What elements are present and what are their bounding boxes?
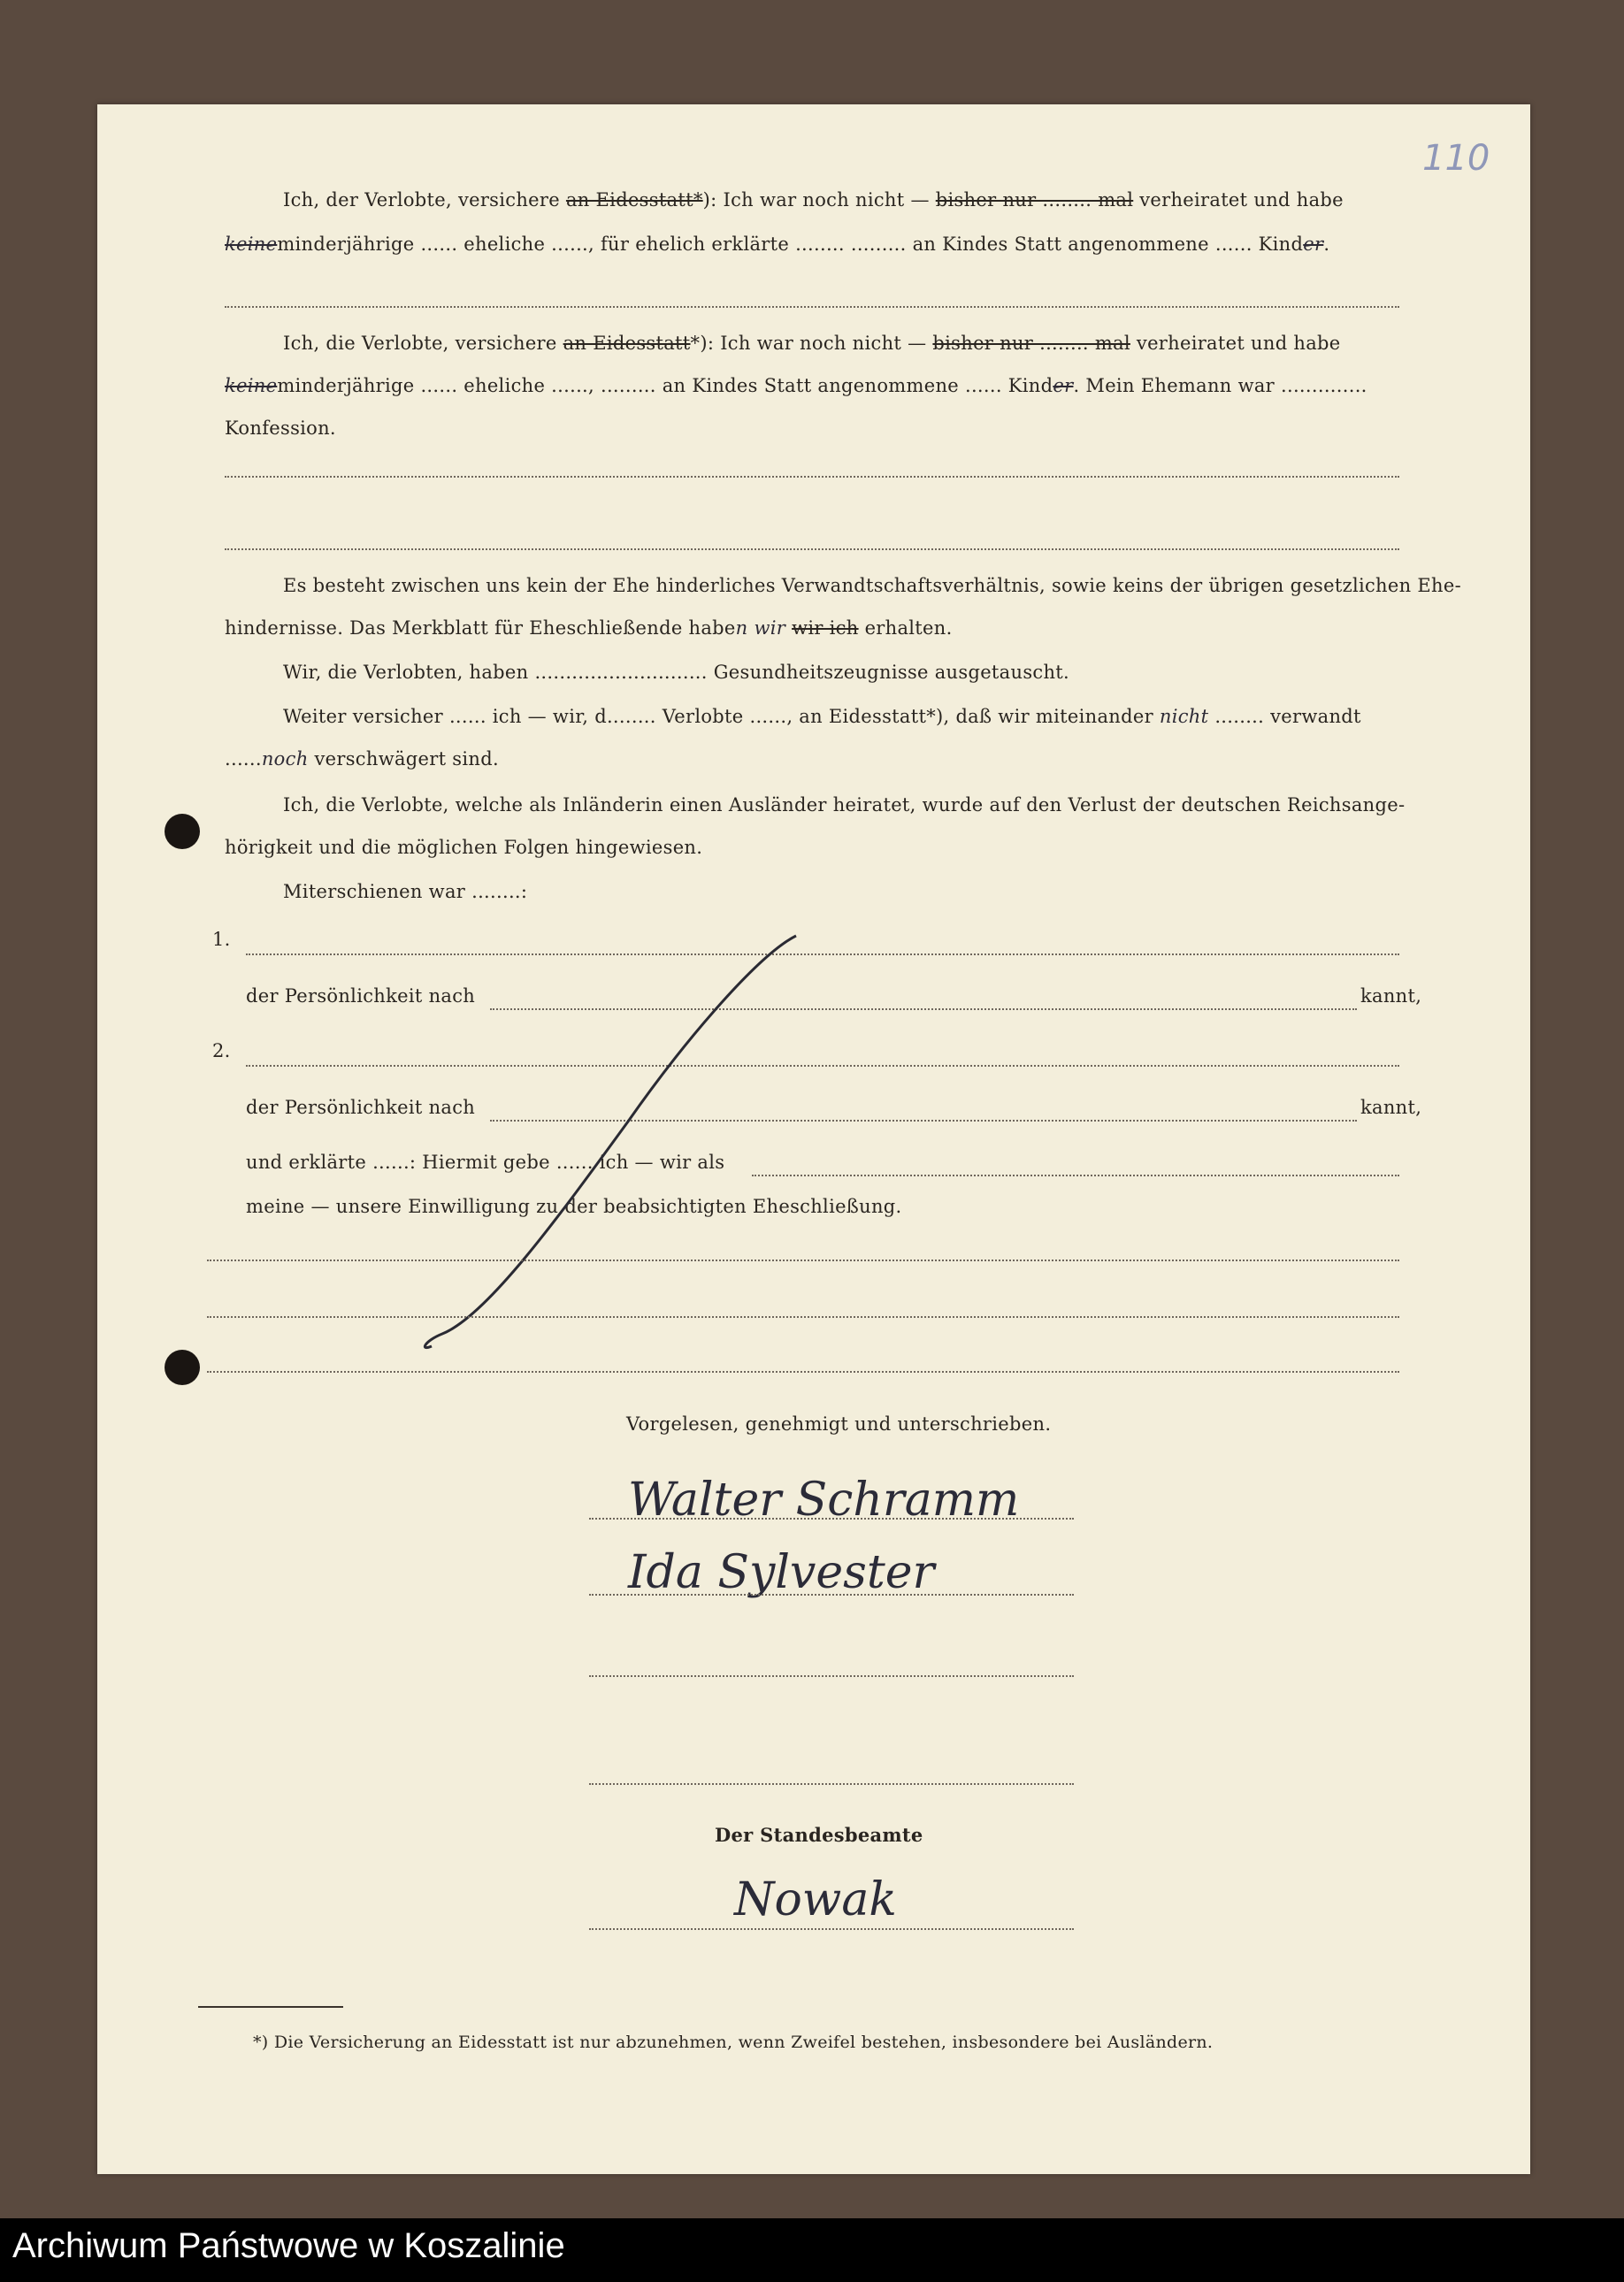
foreign-text-2: hörigkeit und die möglichen Folgen hingewiesen. [225, 837, 703, 858]
witness-1-kannt [1360, 985, 1421, 1007]
groom-hand-er: er [1303, 234, 1324, 255]
registrar-label: Der Standesbeamte [715, 1824, 923, 1846]
bride-struck-b: bisher nur ........ mal [932, 333, 1130, 354]
groom-struck-b: bisher nur ........ mal [935, 189, 1134, 211]
relationship-hand-wir: n wir [735, 617, 786, 639]
dotted-line [225, 548, 1399, 550]
groom-line-1 [283, 189, 1344, 211]
signature-line [589, 1675, 1074, 1677]
signature-line [589, 1783, 1074, 1785]
groom-line-2: keineminderjährige ...... eheliche ......, für ehelich erklärte ........ ......... an Kindes Statt angenommene ...... Kinder. [225, 234, 1330, 255]
oath-text-2: verschwägert sind. [314, 748, 499, 770]
relationship-struck: wir ich [792, 617, 859, 639]
groom-struck-a: an Eidesstatt* [565, 189, 703, 211]
oath-line-1: Weiter versicher ...... ich — wir, d........ Verlobte ......, an Eidesstatt*), daß wir miteinander nicht ........ verwandt [283, 706, 1361, 727]
archive-name: Archiwum Państwowe w Koszalinie [12, 2226, 565, 2265]
present-line [283, 881, 527, 902]
bride-line-3 [225, 417, 336, 439]
footnote-text: *) Die Versicherung an Eidesstatt ist nur abzunehmen, wenn Zweifel bestehen, insbesondere bei Ausländern. [253, 2033, 1214, 2052]
oath-hand-nicht: nicht [1159, 706, 1209, 727]
groom-hand-keine: keine [225, 234, 278, 255]
punch-hole [165, 1350, 200, 1385]
relationship-line-1 [283, 575, 1461, 596]
oath-hand-noch: noch [261, 748, 309, 770]
signature-line [589, 1518, 1074, 1520]
known-suffix: kannt, [1360, 985, 1422, 1007]
witness-1-number [212, 929, 231, 950]
relationship-text-2a: hindernisse. Das Merkblatt für Eheschließende habe [225, 617, 736, 639]
foreign-line-1 [283, 794, 1405, 816]
punch-hole [165, 814, 200, 849]
bride-line-2-end: . Mein Ehemann war .............. [1073, 375, 1367, 396]
bride-line-1 [283, 333, 1341, 354]
dotted-line [207, 1260, 1399, 1261]
bride-text-b: *): Ich war noch nicht — [690, 333, 927, 354]
oath-text-a: Weiter versicher ...... ich — wir, d........ Verlobte ......, an Eidesstatt*), daß wir miteinander [283, 706, 1153, 727]
health-line [283, 662, 1069, 683]
bride-struck-a: an Eidesstatt [563, 333, 691, 354]
known-label: der Persönlichkeit nach [246, 985, 476, 1007]
witness-2-number [212, 1040, 231, 1061]
known-label: der Persönlichkeit nach [246, 1097, 476, 1118]
bride-text-c: verheiratet und habe [1136, 333, 1341, 354]
registrar-label-line [715, 1824, 923, 1846]
document-sheet [97, 104, 1530, 2174]
present-label: Miterschienen war ........: [283, 881, 528, 902]
dotted-line [225, 476, 1399, 478]
page-number: 110 [1422, 138, 1490, 179]
witness-2-label: 2. [212, 1040, 231, 1061]
dotted-line [225, 306, 1399, 308]
footnote-rule [198, 2006, 343, 2008]
relationship-text-1: Es besteht zwischen uns kein der Ehe hinderliches Verwandtschaftsverhältnis, sowie keins der übrigen gesetzlichen Ehe- [283, 575, 1461, 596]
bride-text-a: Ich, die Verlobte, versichere [283, 333, 557, 354]
relationship-line-2 [225, 617, 953, 639]
signature-bride: Ida Sylvester [628, 1546, 935, 1599]
oath-text-b: verwandt [1270, 706, 1361, 727]
bride-konfession: Konfession. [225, 417, 336, 439]
bride-line-2-text: minderjährige ...... eheliche ......, ......... an Kindes Statt angenommene ...... Kind [277, 375, 1053, 396]
cancel-stroke [407, 918, 814, 1360]
signature-line [589, 1928, 1074, 1930]
dotted-line [207, 1371, 1399, 1373]
groom-text-c: verheiratet und habe [1139, 189, 1344, 211]
foreign-text-1: Ich, die Verlobte, welche als Inländerin einen Ausländer heiratet, wurde auf den Verlust der deutschen Reichsange- [283, 794, 1406, 816]
footnote-line [253, 2033, 1213, 2052]
groom-line-2-text: minderjährige ...... eheliche ......, für ehelich erklärte ........ ......... an Kindes Statt angenommene ...... Kind [277, 234, 1304, 255]
read-approved-line [626, 1413, 1051, 1435]
health-text: Wir, die Verlobten, haben ............................ Gesundheitszeugnisse ausgetauscht. [283, 662, 1069, 683]
known-suffix: kannt, [1360, 1097, 1422, 1118]
relationship-text-2b: erhalten. [864, 617, 953, 639]
groom-text-b: ): Ich war noch nicht — [702, 189, 930, 211]
signature-registrar: Nowak [734, 1873, 897, 1926]
witness-2-kannt [1360, 1097, 1421, 1118]
groom-text-a: Ich, der Verlobte, versichere [283, 189, 560, 211]
declared-field [752, 1175, 1399, 1176]
bride-hand-keine: keine [225, 375, 278, 396]
bride-hand-er: er [1053, 375, 1074, 396]
foreign-line-2 [225, 837, 702, 858]
oath-line-2: ......noch verschwägert sind. [225, 748, 499, 770]
witness-1-label: 1. [212, 929, 231, 950]
dotted-line [207, 1316, 1399, 1318]
cancel-stroke-path [425, 936, 796, 1348]
read-approved-text: Vorgelesen, genehmigt und unterschrieben. [626, 1413, 1052, 1435]
signature-line [589, 1594, 1074, 1596]
signature-groom: Walter Schramm [628, 1474, 1020, 1527]
declared-text: und erklärte ......: Hiermit gebe ...... ich — wir als [246, 1152, 725, 1173]
bride-line-2 [225, 375, 1367, 396]
consent-text: meine — unsere Einwilligung zu der beabsichtigten Eheschließung. [246, 1196, 902, 1217]
